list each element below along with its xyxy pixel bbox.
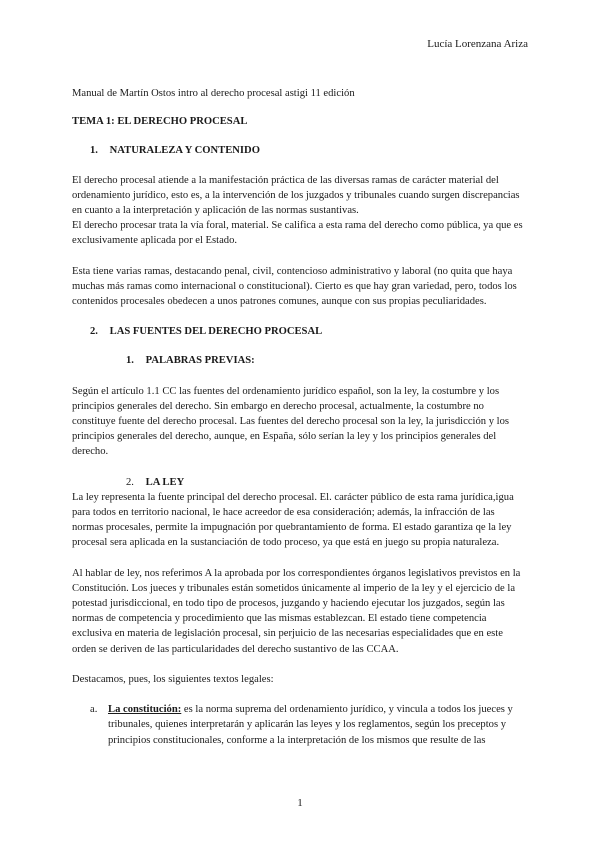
subsection-title: PALABRAS PREVIAS:	[145, 355, 255, 367]
list-text: es la norma suprema del ordenamiento jurídico, y vincula a todos los jueces y tribunales, quienes interpretarán y aplicarán las leyes y los reglamentos, según los preceptos y principios constitucionales, conforme a la interpretación de los mismos que resulte de las	[108, 704, 513, 746]
document-body	[72, 86, 528, 748]
subsection-number: 2.	[126, 476, 134, 488]
subsection-heading-palabras-previas	[126, 353, 528, 368]
paragraph: El derecho procesal atiende a la manifestación práctica de las diversas ramas de carácter material del ordenamiento jurídico, esto es, a la intervención de los juzgados y tribunales cuando surgen discrepancias en cuanto a la interpretación y aplicación de las normas sustantivas.	[72, 174, 520, 217]
section-number: 1.	[90, 145, 98, 157]
legal-texts-list	[72, 702, 528, 748]
paragraph: Al hablar de ley, nos referimos A la aprobada por los correspondientes órganos legislativos previstos en la Constitución. Los jueces y tribunales están sometidos únicamente al imperio de la ley y el ejercicio de la potestad jurisdiccional, en todo tipo de procesos, juzgando y haciendo ejecutar los juzgados, según las normas de competencia y procedimiento que las mismas establezcan. El estado tiene competencia exclusiva en materia de legislación procesal, sin perjuicio de las necesarias especialidades que en este orden se deriven de las particularidades del derecho sustantivo de las CCAA.	[72, 567, 521, 655]
document-subtitle: Manual de Martín Ostos intro al derecho procesal astigi 11 edición	[72, 88, 355, 99]
paragraph: El derecho procesar trata la vía foral, material. Se califica a esta rama del derecho como pública, ya que es exclusivamente aplicada por el Estado.	[72, 220, 523, 247]
paragraph: Destacamos, pues, los siguientes textos legales:	[72, 673, 274, 685]
list-term: La constitución:	[108, 704, 182, 716]
list-marker: a.	[90, 704, 98, 716]
page-number: 1	[297, 797, 303, 809]
chapter-title: TEMA 1: EL DERECHO PROCESAL	[72, 116, 248, 128]
subsection-title: LA LEY	[145, 476, 185, 488]
subsection-heading-la-ley	[126, 475, 528, 490]
section-heading-1	[90, 143, 528, 158]
paragraph: Esta tiene varias ramas, destacando penal, civil, contencioso administrativo y laboral (no quita que haya muchas más ramas como internacional o constitucional). Cierto es que hay gran variedad, pero, todos los contenidos procesales obedecen a unos patrones comunes, aunque con sus propias peculiaridades.	[72, 265, 517, 308]
section-title: LAS FUENTES DEL DERECHO PROCESAL	[109, 326, 323, 338]
section-heading-2	[90, 324, 528, 339]
section-title: NATURALEZA Y CONTENIDO	[109, 145, 260, 157]
paragraph: La ley representa la fuente principal del derecho procesal. El. carácter público de esta rama jurídica,igua para todos en territorio nacional, le hace acreedor de esa consideración; además, la infracción de las normas procesales, permite la impugnación por quebrantamiento de forma. El estado garantiza qe la ley procesal sera aplicada en la sustanciación de todo proceso, ya que está en juego su propia naturaleza.	[72, 491, 514, 549]
header-author: Lucía Lorenzana Ariza	[427, 38, 528, 50]
paragraph: Según el artículo 1.1 CC las fuentes del ordenamiento jurídico español, son la ley, la costumbre y los principios generales del derecho. Sin embargo en derecho procesal, actualmente, la costumbre no constituye fuente del derecho procesal. Las fuentes del derecho procesal son la ley, la jurisdicción y los principios generales del derecho, aunque, en España, sólo serían la ley y los principios generales del derecho.	[72, 385, 510, 458]
subsection-number: 1.	[126, 355, 134, 367]
section-number: 2.	[90, 326, 98, 338]
list-item	[72, 702, 528, 748]
